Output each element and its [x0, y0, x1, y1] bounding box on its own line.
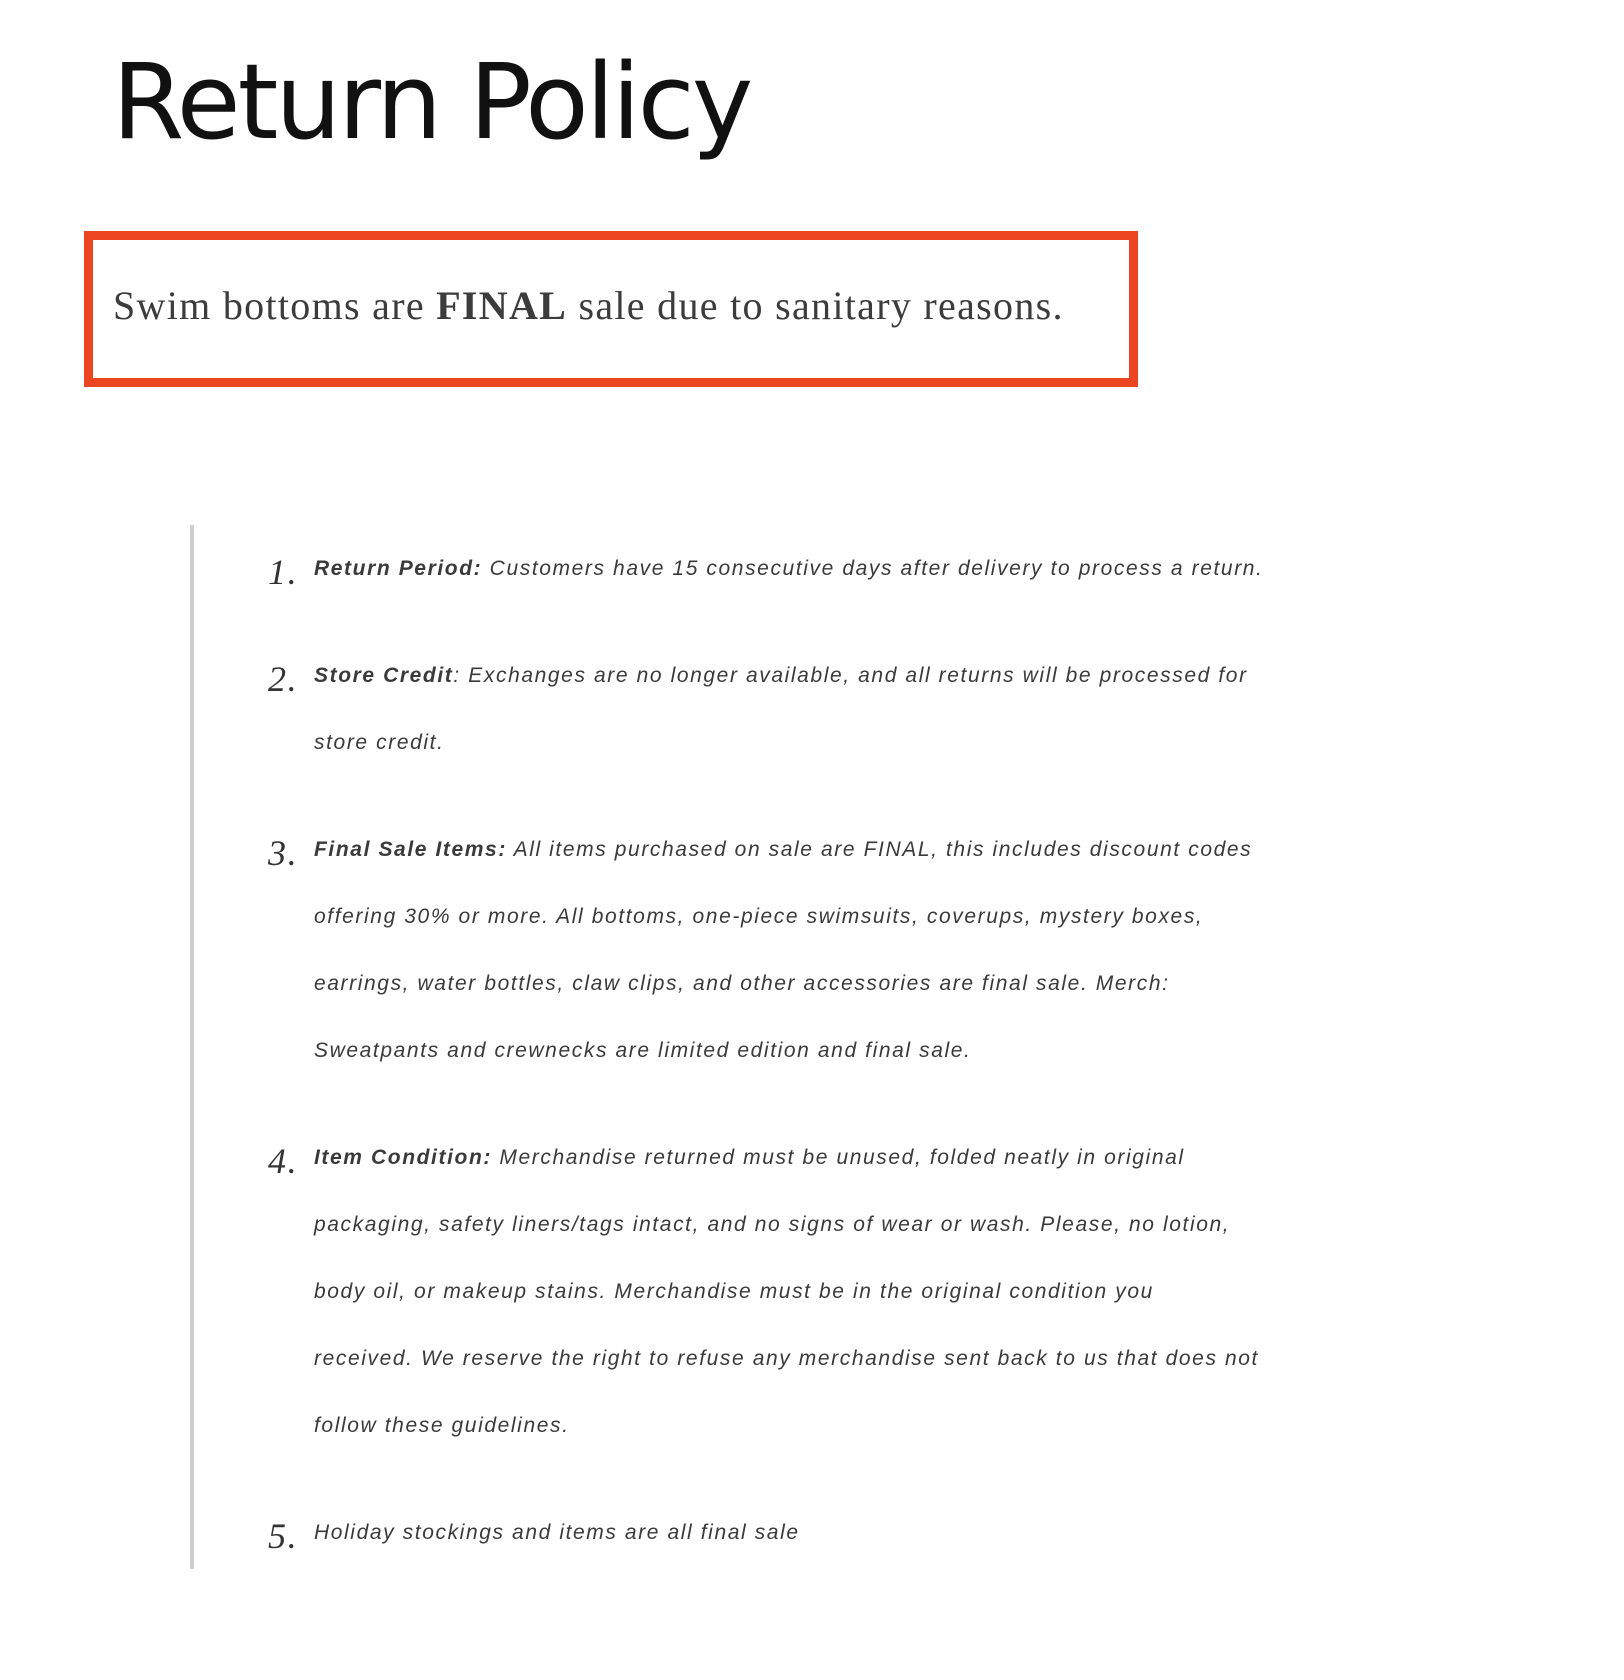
item-line	[314, 1258, 1264, 1325]
item-line	[314, 1124, 1264, 1191]
policy-item	[268, 552, 1264, 624]
item-line	[314, 1325, 1264, 1392]
item-line	[314, 1392, 1264, 1459]
policy-list	[268, 552, 1264, 1628]
item-text: Holiday stockings and items are all final sale	[314, 1521, 800, 1544]
item-text: Customers have 15 consecutive days after delivery to process a return.	[482, 557, 1264, 580]
policy-item	[268, 1516, 1264, 1588]
item-label: Item Condition:	[314, 1146, 492, 1169]
policy-item	[268, 659, 1264, 798]
item-text: body oil, or makeup stains. Merchandise must be in the original condition you	[314, 1280, 1154, 1303]
item-number: 2.	[268, 659, 299, 699]
policy-item	[268, 1141, 1264, 1481]
item-line	[314, 535, 1264, 602]
item-line	[314, 1017, 1264, 1084]
item-text: offering 30% or more. All bottoms, one-piece swimsuits, coverups, mystery boxes,	[314, 905, 1204, 928]
item-line	[314, 816, 1264, 883]
item-text: packaging, safety liners/tags intact, and no signs of wear or wash. Please, no lotion,	[314, 1213, 1231, 1236]
blockquote-bar	[190, 525, 194, 1569]
notice-text-after: sale due to sanitary reasons.	[567, 283, 1064, 328]
item-line	[314, 1191, 1264, 1258]
policy-item	[268, 833, 1264, 1106]
item-line	[314, 883, 1264, 950]
item-text: Merchandise returned must be unused, folded neatly in original	[491, 1146, 1185, 1169]
item-text: earrings, water bottles, claw clips, and other accessories are final sale. Merch:	[314, 972, 1170, 995]
item-line	[314, 1499, 1264, 1566]
notice-emphasis: FINAL	[436, 283, 568, 328]
final-sale-notice	[84, 231, 1138, 387]
item-text: received. We reserve the right to refuse any merchandise sent back to us that does not	[314, 1347, 1259, 1370]
item-text: follow these guidelines.	[314, 1414, 570, 1437]
notice-text	[113, 282, 1064, 329]
item-text: All items purchased on sale are FINAL, this includes discount codes	[506, 838, 1253, 861]
item-line	[314, 950, 1264, 1017]
item-text: store credit.	[314, 731, 445, 754]
item-text: Sweatpants and crewnecks are limited edition and final sale.	[314, 1039, 972, 1062]
item-number: 5.	[268, 1516, 299, 1556]
item-number: 4.	[268, 1141, 299, 1181]
page-title: Return Policy	[112, 41, 751, 163]
item-label: Store Credit	[314, 664, 454, 687]
item-number: 3.	[268, 833, 299, 873]
item-line	[314, 709, 1264, 776]
item-label: Return Period:	[314, 557, 483, 580]
item-line	[314, 642, 1264, 709]
notice-text-before: Swim bottoms are	[113, 283, 437, 328]
item-number: 1.	[268, 552, 299, 592]
item-label: Final Sale Items:	[314, 838, 507, 861]
item-text: : Exchanges are no longer available, and all returns will be processed for	[453, 664, 1248, 687]
